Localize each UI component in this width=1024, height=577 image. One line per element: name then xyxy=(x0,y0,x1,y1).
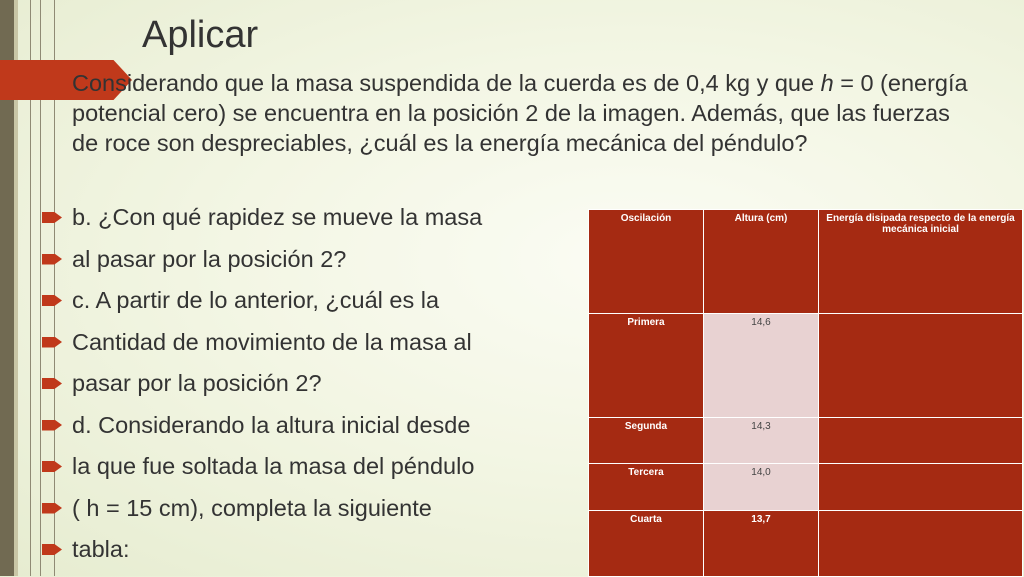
table-header-row xyxy=(589,210,1023,314)
paragraph-part2: = 0 (energía potencial cero) se encuentra en la posición 2 de la imagen. Además, que las fuerzas de roce son despreciables, ¿cuál es la energía mecánica del péndulo? xyxy=(72,70,968,156)
bullet-text: ( h = 15 cm), completa la siguiente xyxy=(72,494,432,521)
bullet-text: Cantidad de movimiento de la masa al xyxy=(72,328,472,355)
bullet-item xyxy=(42,242,482,284)
bullet-text: tabla: xyxy=(72,536,130,562)
arrow-bullet-icon xyxy=(42,254,62,265)
bullet-text: d. Considerando la altura inicial desde xyxy=(72,411,471,438)
arrow-bullet-icon xyxy=(42,420,62,431)
arrow-bullet-icon xyxy=(42,544,62,555)
cell-oscilacion: Primera xyxy=(589,314,704,418)
table-row xyxy=(589,511,1023,577)
bullet-text: b. ¿Con qué rapidez se mueve la masa xyxy=(72,204,483,230)
paragraph-h-variable: h xyxy=(820,70,834,96)
arrow-bullet-icon xyxy=(42,378,62,389)
header-energia: Energía disipada respecto de la energía mecánica inicial xyxy=(819,210,1023,314)
cell-oscilacion: Tercera xyxy=(589,464,704,511)
table-row xyxy=(589,418,1023,464)
bullet-item xyxy=(42,283,482,325)
table-row xyxy=(589,314,1023,418)
bullet-list xyxy=(42,200,482,574)
arrow-bullet-icon xyxy=(42,295,62,306)
cell-altura: 14,0 xyxy=(704,464,819,511)
cell-energia xyxy=(819,464,1023,511)
bullet-item xyxy=(42,408,482,450)
oscillation-table xyxy=(588,209,1023,577)
header-oscilacion: Oscilación xyxy=(589,210,704,314)
bullet-text: c. A partir de lo anterior, ¿cuál es la xyxy=(72,287,440,313)
cell-altura: 14,6 xyxy=(704,314,819,418)
bullet-item xyxy=(42,449,482,491)
cell-energia xyxy=(819,314,1023,418)
table-row xyxy=(589,464,1023,511)
cell-oscilacion: Cuarta xyxy=(589,511,704,577)
bullet-item xyxy=(42,491,482,533)
cell-altura: 13,7 xyxy=(704,511,819,577)
question-paragraph xyxy=(72,68,977,158)
arrow-bullet-icon xyxy=(42,503,62,514)
cell-energia xyxy=(819,511,1023,577)
bullet-item xyxy=(42,532,482,574)
cell-altura: 14,3 xyxy=(704,418,819,464)
bullet-text: al pasar por la posición 2? xyxy=(72,245,347,272)
arrow-bullet-icon xyxy=(42,337,62,348)
paragraph-part1: Considerando que la masa suspendida de la cuerda es de 0,4 kg y que xyxy=(72,70,821,96)
arrow-bullet-icon xyxy=(42,212,62,223)
bullet-item xyxy=(42,366,482,408)
header-altura: Altura (cm) xyxy=(704,210,819,314)
bullet-text: la que fue soltada la masa del péndulo xyxy=(72,453,475,479)
bullet-item xyxy=(42,325,482,367)
slide-title: Aplicar xyxy=(142,14,259,56)
bullet-item xyxy=(42,200,482,242)
cell-oscilacion: Segunda xyxy=(589,418,704,464)
bullet-text: pasar por la posición 2? xyxy=(72,370,322,396)
arrow-bullet-icon xyxy=(42,461,62,472)
cell-energia xyxy=(819,418,1023,464)
